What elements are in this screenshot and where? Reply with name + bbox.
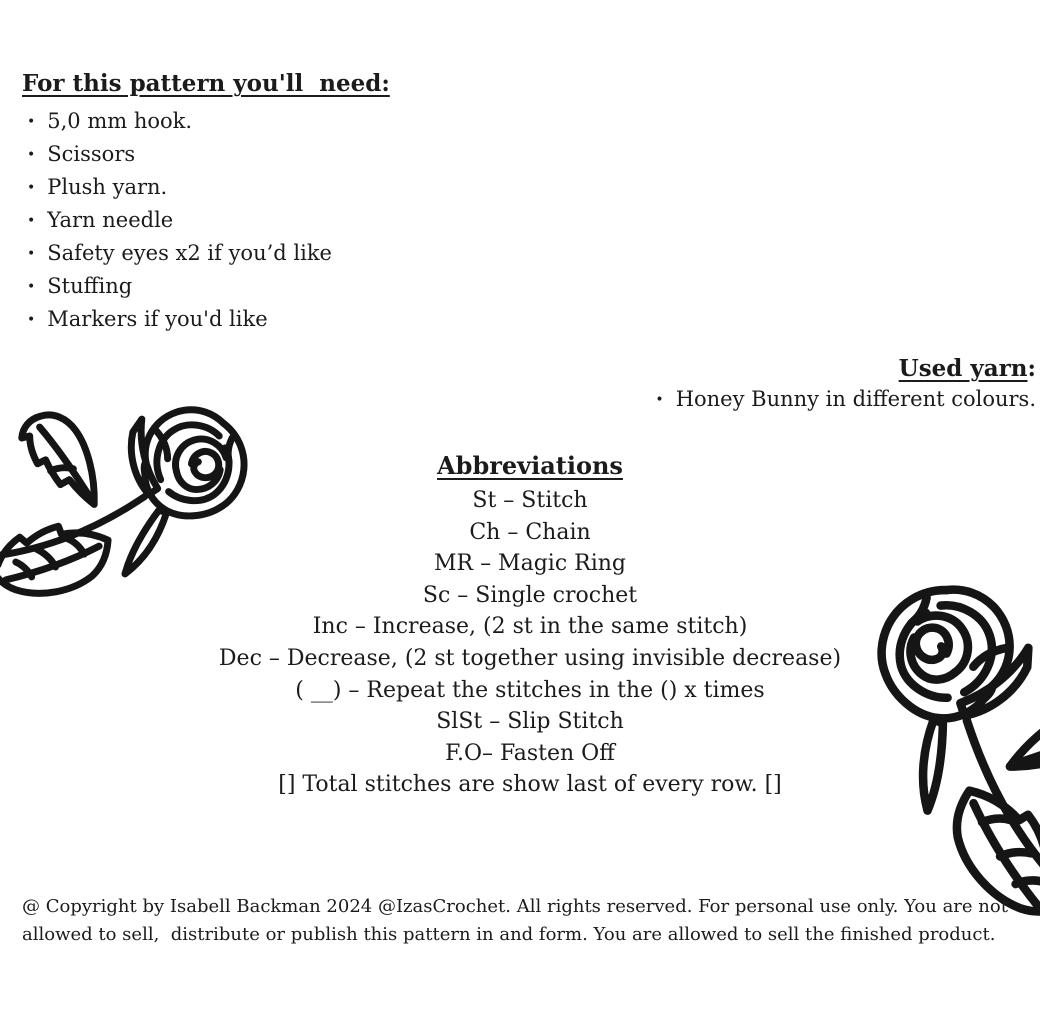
list-item-label: Plush yarn. xyxy=(47,175,168,199)
list-item xyxy=(22,138,390,171)
abbreviation-line: Dec – Decrease, (2 st together using invisible decrease) xyxy=(218,645,842,671)
copyright-line: @ Copyright by Isabell Backman 2024 @IzasCrochet. All rights reserved. For personal use only. You are not xyxy=(22,896,1008,917)
abbreviation-line: St – Stitch xyxy=(472,488,588,513)
list-item xyxy=(22,204,390,237)
used-yarn-title xyxy=(650,353,1036,384)
copyright-line: allowed to sell, distribute or publish this pattern in and form. You are allowed to sell the finished product. xyxy=(22,924,996,945)
abbreviation-line: MR – Magic Ring xyxy=(433,551,626,577)
list-item xyxy=(22,270,390,303)
materials-list xyxy=(22,105,390,336)
list-item-label: 5,0 mm hook. xyxy=(47,109,193,133)
bullet-glyph: • xyxy=(27,114,36,130)
list-item xyxy=(22,171,390,204)
list-item xyxy=(22,105,390,138)
abbreviation-line: F.O– Fasten Off xyxy=(445,740,615,766)
used-yarn-title-text: Used yarn xyxy=(898,355,1028,382)
list-item-label: Yarn needle xyxy=(47,208,174,232)
bullet-glyph: • xyxy=(27,312,36,328)
abbreviation-line: Inc – Increase, (2 st in the same stitch) xyxy=(312,614,748,640)
materials-section xyxy=(22,68,390,336)
copyright-footer xyxy=(22,893,1032,949)
abbreviation-line: [] Total stitches are show last of every row. [] xyxy=(278,772,782,798)
list-item-label: Safety eyes x2 if you’d like xyxy=(47,241,332,265)
abbreviations-title: Abbreviations xyxy=(437,451,623,480)
list-item xyxy=(22,237,390,270)
bullet-glyph: • xyxy=(27,213,36,229)
materials-title: For this pattern you'll need: xyxy=(22,70,390,97)
list-item xyxy=(22,303,390,336)
list-item-label: Honey Bunny in different colours. xyxy=(675,387,1036,411)
abbreviation-line: SlSt – Slip Stitch xyxy=(436,709,624,735)
list-item-label: Scissors xyxy=(47,142,136,166)
bullet-glyph: • xyxy=(27,246,36,262)
used-yarn-list xyxy=(650,384,1036,415)
list-item-label: Markers if you'd like xyxy=(47,307,268,331)
abbreviation-line: Ch – Chain xyxy=(469,519,591,545)
used-yarn-section xyxy=(650,353,1036,415)
bullet-glyph: • xyxy=(27,147,36,163)
list-item-label: Stuffing xyxy=(47,274,133,298)
abbreviation-line: Sc – Single crochet xyxy=(422,582,638,608)
abbreviation-line: ( __) – Repeat the stitches in the () x times xyxy=(295,677,765,703)
used-yarn-title-colon: : xyxy=(1027,355,1036,382)
bullet-glyph: • xyxy=(27,180,36,196)
list-item xyxy=(650,384,1036,415)
bullet-glyph: • xyxy=(655,392,664,408)
bullet-glyph: • xyxy=(27,279,36,295)
